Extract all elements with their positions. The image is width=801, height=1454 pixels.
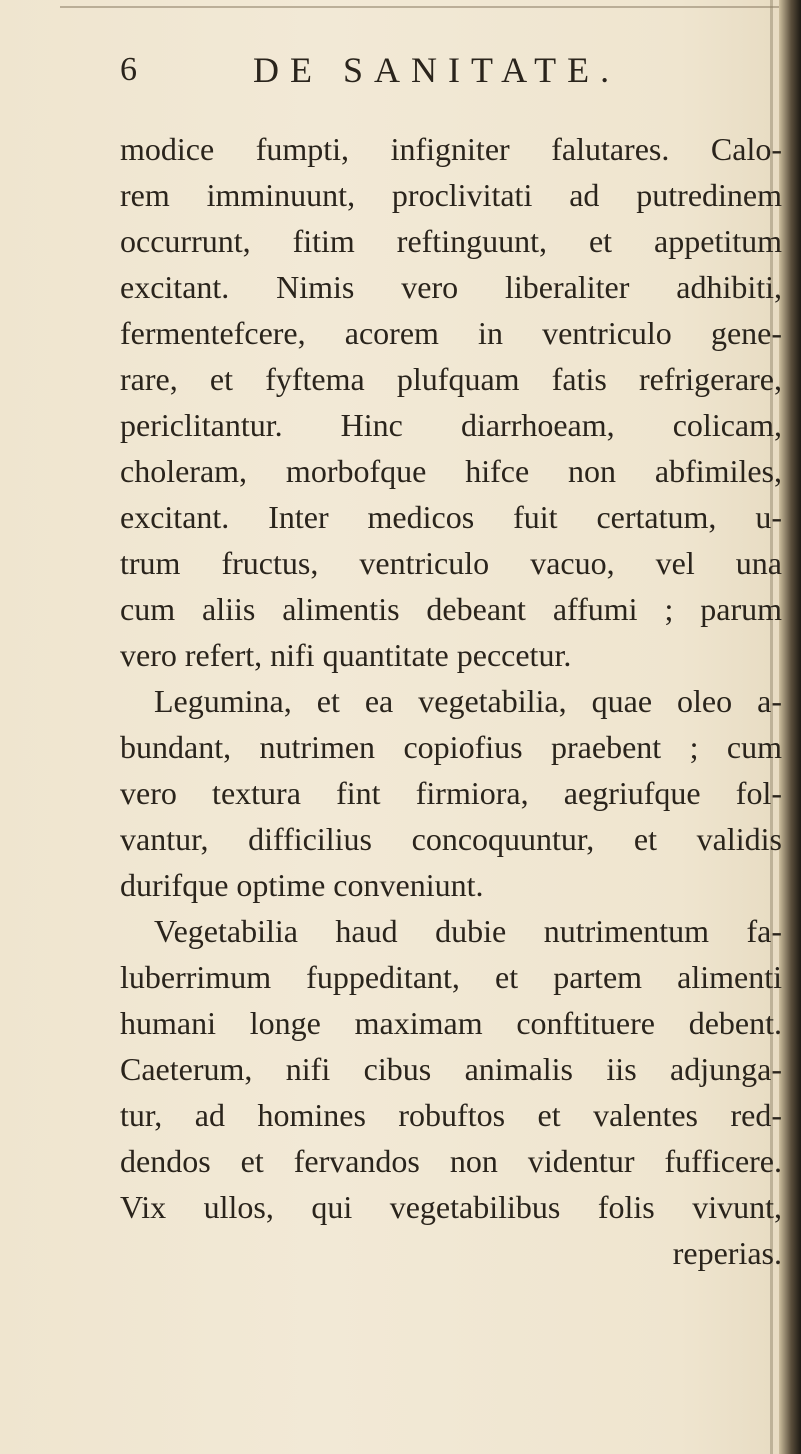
text-line: Vegetabilia haud dubie nutrimentum fa- bbox=[154, 913, 782, 949]
text-line: tur, ad homines robuftos et valentes red- bbox=[120, 1097, 782, 1133]
text-line: fermentefcere, acorem in ventriculo gene- bbox=[120, 315, 782, 351]
text-line: rare, et fyftema plufquam fatis refrigerare, bbox=[120, 361, 782, 397]
page-number: 6 bbox=[120, 51, 137, 88]
text-line: Vix ullos, qui vegetabilibus folis vivunt, bbox=[120, 1189, 782, 1225]
body-text bbox=[120, 126, 782, 1276]
text-line: trum fructus, ventriculo vacuo, vel una bbox=[120, 545, 782, 581]
top-rule bbox=[60, 6, 780, 8]
text-line: choleram, morbofque hifce non abfimiles, bbox=[120, 453, 782, 489]
text-line: vero textura fint firmiora, aegriufque fol- bbox=[120, 775, 782, 811]
text-line: modice fumpti, infigniter falutares. Calo- bbox=[120, 131, 782, 167]
text-line: Legumina, et ea vegetabilia, quae oleo a- bbox=[154, 683, 782, 719]
text-line: occurrunt, fitim reftinguunt, et appetitum bbox=[120, 223, 782, 259]
text-line: vero refert, nifi quantitate peccetur. bbox=[120, 637, 572, 673]
running-title: DE SANITATE. bbox=[253, 50, 621, 90]
page-header bbox=[0, 46, 801, 94]
text-line: durifque optime conveniunt. bbox=[120, 867, 484, 903]
text-line: cum aliis alimentis debeant affumi ; parum bbox=[120, 591, 782, 627]
page-edge bbox=[779, 0, 801, 1454]
text-line: dendos et fervandos non videntur fufficere. bbox=[120, 1143, 782, 1179]
text-line: excitant. Nimis vero liberaliter adhibiti, bbox=[120, 269, 782, 305]
text-line: vantur, difficilius concoquuntur, et validis bbox=[120, 821, 782, 857]
text-line: periclitantur. Hinc diarrhoeam, colicam, bbox=[120, 407, 782, 443]
text-line: humani longe maximam conftituere debent. bbox=[120, 1005, 782, 1041]
text-line: bundant, nutrimen copiofius praebent ; cum bbox=[120, 729, 782, 765]
text-line: Caeterum, nifi cibus animalis iis adjunga- bbox=[120, 1051, 782, 1087]
text-line: excitant. Inter medicos fuit certatum, u- bbox=[120, 499, 782, 535]
text-line: luberrimum fuppeditant, et partem alimenti bbox=[120, 959, 782, 995]
catchword: reperias. bbox=[672, 1235, 782, 1271]
text-line: rem imminuunt, proclivitati ad putredinem bbox=[120, 177, 782, 213]
